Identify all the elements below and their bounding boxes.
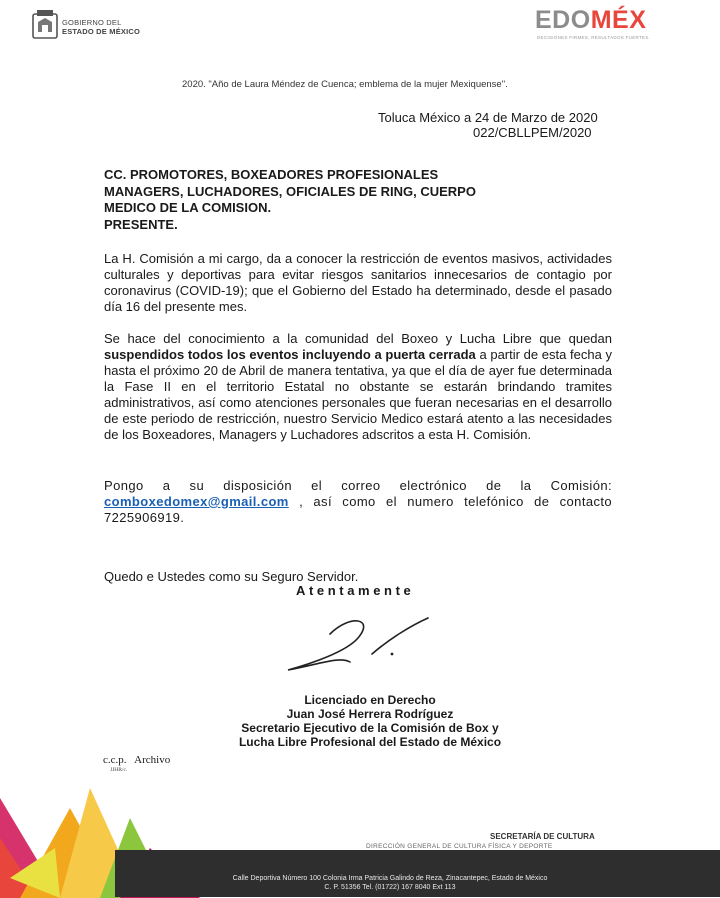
edomex-accent: MÉX [590, 6, 647, 34]
edomex-main: EDO [535, 6, 591, 34]
government-shield-logo [32, 10, 58, 40]
handwritten-signature [280, 604, 440, 684]
p3-text-before: Pongo a su disposición el correo electrónico de la Comisión: [104, 478, 612, 493]
edomex-logo [535, 6, 646, 35]
signer-position-2: Lucha Libre Profesional del Estado de México [238, 735, 502, 749]
ccp-archive: c.c.p. Archivo [103, 754, 171, 766]
year-motto: 2020. "Año de Laura Méndez de Cuenca; emblema de la mujer Mexiquense". [182, 79, 508, 90]
signer-position-1: Secretario Ejecutivo de la Comisión de Box y [241, 721, 499, 735]
signer-title: Licenciado en Derecho [304, 693, 436, 707]
paragraph-contact [104, 478, 612, 526]
email-link[interactable]: comboxedomex@gmail.com [104, 494, 289, 509]
p2-text-before: Se hace del conocimiento a la comunidad del Boxeo y Lucha Libre que quedan [104, 331, 612, 346]
edomex-tagline: DECISIONES FIRMES, RESULTADOS FUERTES. [537, 35, 651, 40]
addressee-line-1: CC. PROMOTORES, BOXEADORES PROFESIONALES [104, 167, 439, 182]
footer-address [150, 875, 630, 892]
footer-address-line-2: C. P. 51356 Tel. (01722) 167 8040 Ext 113 [324, 883, 456, 891]
signer-name: Juan José Herrera Rodríguez [286, 707, 454, 721]
atentamente: Atentamente [296, 583, 415, 598]
date-line: Toluca México a 24 de Marzo de 2020 [378, 110, 598, 125]
ccp-initials: JJHR/c. [110, 767, 128, 773]
reference-number: 022/CBLLPEM/2020 [473, 125, 592, 140]
secretaria-cultura: SECRETARÍA DE CULTURA [490, 832, 595, 841]
footer-address-line-1: Calle Deportiva Número 100 Colonia Irma Patricia Galindo de Reza, Zinacantepec, Estado de México [232, 875, 548, 882]
government-name [62, 18, 140, 36]
gov-line-2: ESTADO DE MÉXICO [62, 27, 141, 36]
paragraph-restriction: La H. Comisión a mi cargo, da a conocer la restricción de eventos masivos, actividades culturales y deportivas para evitar riesgos sanitarios innecesarios de contagio por coronavirus (COVID-19); que el Gobierno del Estado ha determinado, desde el pasado día 16 del presente mes. [104, 251, 612, 314]
addressee-line-2: MANAGERS, LUCHADORES, OFICIALES DE RING, CUERPO [104, 183, 476, 199]
p3-text-after: , así como el numero telefónico de contacto 7225906919. [104, 494, 612, 525]
gov-line-1: GOBIERNO DEL [62, 18, 122, 27]
addressee-line-4: PRESENTE. [104, 216, 178, 232]
signer-block [175, 693, 565, 749]
direccion-general: DIRECCIÓN GENERAL DE CULTURA FÍSICA Y DEPORTE [366, 843, 553, 850]
addressee-line-3: MEDICO DE LA COMISION. [104, 200, 272, 215]
addressee-block [104, 167, 476, 233]
p2-bold: suspendidos todos los eventos incluyendo a puerta cerrada [104, 347, 476, 362]
paragraph-suspension [104, 331, 612, 443]
p2-text-after: a partir de esta fecha y hasta el próximo 20 de Abril de manera tentativa, ya que el día de ayer fue determinada la Fase II en el territorio Estatal no obstante se estarán brindando tramites administrativos, así como atenciones personales que fueran necesarias en el desarrollo de este periodo de restricción, nuestro Servicio Medico estará atento a las necesidades de los Boxeadores, Managers y Luchadores adscritos a esta H. Comisión. [104, 347, 613, 442]
closing-line: Quedo e Ustedes como su Seguro Servidor. [104, 569, 359, 584]
